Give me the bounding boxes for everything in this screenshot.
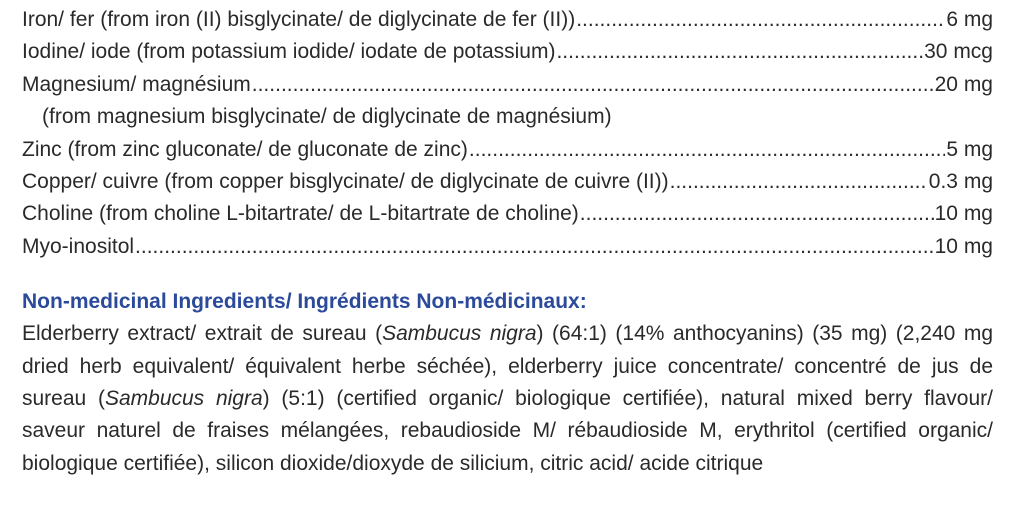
dot-leader <box>252 69 934 101</box>
ingredient-row-zinc <box>22 134 993 166</box>
ingredient-row-iodine <box>22 36 993 68</box>
ingredient-name: Magnesium/ magnésium <box>22 72 251 96</box>
ingredient-row-myo-inositol <box>22 231 993 263</box>
ingredient-name: Iodine/ iode (from potassium iodide/ iodate de potassium) <box>22 40 556 64</box>
ingredient-amount: 20 mg <box>934 72 993 96</box>
dot-leader <box>576 4 945 36</box>
ingredient-name: Myo-inositol <box>22 234 135 258</box>
latin-name: Sambucus nigra <box>104 386 263 410</box>
ingredient-row-magnesium <box>22 69 993 101</box>
ingredient-row-choline <box>22 198 993 230</box>
ingredient-amount: 0.3 mg <box>928 169 993 193</box>
dot-leader <box>670 166 928 198</box>
dot-leader <box>469 134 945 166</box>
ingredient-amount: 6 mg <box>946 8 993 31</box>
ingredient-amount: 30 mcg <box>924 40 993 64</box>
non-medicinal-ingredients-text <box>22 318 993 480</box>
non-medicinal-heading: Non-medicinal Ingredients/ Ingrédients Non-médicinaux: <box>22 290 587 314</box>
medicinal-ingredients-list <box>22 4 993 263</box>
latin-name: Sambucus nigra <box>382 322 537 346</box>
ingredient-row-iron <box>22 4 993 36</box>
ingredient-name: Iron/ fer (from iron (II) bisglycinate/ de diglycinate de fer (II)) <box>22 8 576 31</box>
dot-leader <box>556 36 923 68</box>
ingredient-row-copper <box>22 166 993 198</box>
text-part: Elderberry extract/ extrait de sureau ( <box>22 322 383 346</box>
ingredient-amount: 10 mg <box>934 202 993 226</box>
ingredient-amount: 5 mg <box>946 137 993 161</box>
text-part: ) (5:1) (certified organic/ biologique certifiée), natural mixed berry flavour/ saveur naturel de fraises mélangées, rebaudioside M/ rébaudioside M, erythritol (certified organic/ biologique certifiée), silicon dioxide/dioxyde de silicium, citric acid/ acide citrique <box>22 386 993 475</box>
ingredient-name: Choline (from choline L-bitartrate/ de L-bitartrate de choline) <box>22 202 579 226</box>
ingredient-amount: 10 mg <box>934 234 993 258</box>
text-part: ) (64:1) (14% anthocyanins) (35 mg) (2,240 mg dried herb equivalent/ équivalent herbe séchée), elderberry juice concentrate/ concentré de jus de sureau ( <box>22 322 994 410</box>
ingredient-subline-magnesium-source: (from magnesium bisglycinate/ de diglycinate de magnésium) <box>42 105 612 129</box>
dot-leader <box>135 231 934 263</box>
dot-leader <box>580 198 934 230</box>
ingredient-name: Copper/ cuivre (from copper bisglycinate/ de diglycinate de cuivre (II)) <box>22 169 669 193</box>
ingredient-name: Zinc (from zinc gluconate/ de gluconate de zinc) <box>22 137 468 161</box>
